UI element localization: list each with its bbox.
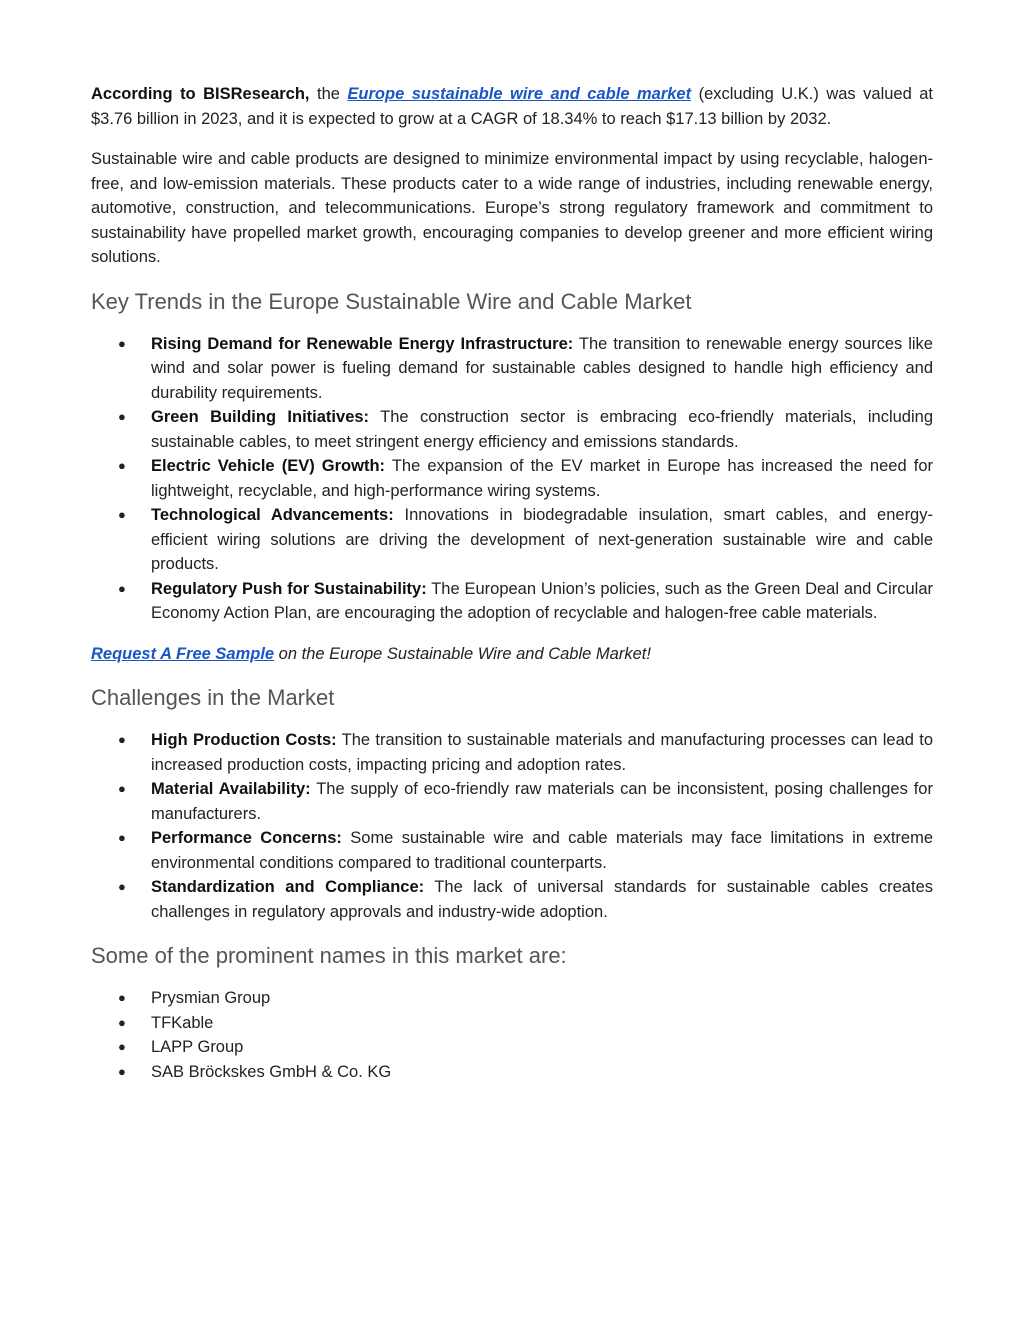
list-item: [91, 1011, 933, 1036]
company-name: Prysmian Group: [151, 989, 271, 1007]
bullet-icon: ●: [118, 1014, 126, 1030]
list-item: [91, 826, 933, 875]
item-text: The supply of eco-friendly raw materials can be inconsistent, posing challenges for manufacturers.: [151, 780, 933, 823]
list-item: [91, 1060, 933, 1085]
item-text: The European Union’s policies, such as the Green Deal and Circular Economy Action Plan, are encouraging the adoption of recyclable and halogen-free cable materials.: [151, 579, 933, 622]
bullet-icon: ●: [118, 1039, 126, 1054]
list-item: [91, 777, 933, 826]
intro-post-link: (excluding U.K.) was valued at $3.76 billion in 2023, and it is expected to grow at a CAGR of 18.34% to reach $17.13 billion by 2032.: [91, 85, 933, 128]
item-text: Some sustainable wire and cable materials may face limitations in extreme environmental conditions compared to traditional counterparts.: [151, 829, 934, 872]
intro-source: According to BISResearch,: [91, 85, 310, 103]
list-item: [91, 986, 933, 1011]
trends-heading: Key Trends in the Europe Sustainable Wire and Cable Market: [91, 288, 692, 314]
item-title: Performance Concerns:: [151, 829, 342, 847]
item-title: Rising Demand for Renewable Energy Infrastructure:: [151, 334, 574, 353]
item-text: The transition to renewable energy sources like wind and solar power is fueling demand for sustainable cables designed to handle high efficiency and durability requirements.: [151, 334, 933, 402]
challenges-heading: Challenges in the Market: [91, 685, 335, 710]
item-text: Innovations in biodegradable insulation, smart cables, and energy-efficient wiring solutions are driving the development of next-generation sustainable wire and cable products.: [151, 506, 933, 573]
list-item: [91, 405, 933, 454]
bullet-icon: ●: [118, 879, 126, 894]
item-text: The expansion of the EV market in Europe has increased the need for lightweight, recyclable, and high-performance wiring systems.: [151, 457, 933, 500]
list-item: [91, 332, 933, 406]
bullet-icon: ●: [118, 580, 126, 596]
overview-paragraph: Sustainable wire and cable products are designed to minimize environmental impact by using recyclable, halogen-free, and low-emission materials. These products cater to a wide range of industries, including renewable energy, automotive, construction, and telecommunications. Europe’s strong regulatory framework and commitment to sustainability have propelled market growth, encouraging companies to develop greener and more efficient wiring solutions.: [91, 150, 933, 266]
companies-heading: Some of the prominent names in this market are:: [91, 943, 567, 968]
list-item: [91, 875, 933, 924]
list-item: [91, 728, 933, 777]
item-title: High Production Costs:: [151, 731, 337, 749]
company-name: TFKable: [151, 1013, 214, 1032]
companies-list: [91, 986, 933, 1084]
item-text: The construction sector is embracing eco-friendly materials, including sustainable cables, to meet stringent energy efficiency and emissions standards.: [151, 408, 933, 451]
item-title: Green Building Initiatives:: [151, 408, 370, 426]
intro-pre-link: the: [309, 85, 348, 103]
company-name: SAB Bröckskes GmbH & Co. KG: [151, 1062, 392, 1081]
sample-request-text: on the Europe Sustainable Wire and Cable Market!: [274, 644, 651, 663]
bullet-icon: ●: [118, 990, 126, 1005]
bullet-icon: ●: [118, 335, 126, 351]
item-text: The lack of universal standards for sustainable cables creates challenges in regulatory approvals and industry-wide adoption.: [151, 878, 933, 921]
list-item: [91, 1035, 933, 1060]
document-page: [91, 82, 933, 1084]
bullet-icon: ●: [118, 1063, 126, 1079]
item-text: The transition to sustainable materials and manufacturing processes can lead to increased production costs, impacting pricing and adoption rates.: [151, 731, 934, 774]
list-item: [91, 503, 933, 577]
list-item: [91, 577, 933, 626]
sample-request-line: [91, 642, 933, 667]
bullet-icon: ●: [118, 409, 126, 424]
item-title: Regulatory Push for Sustainability:: [151, 579, 427, 598]
trends-list: [91, 332, 933, 626]
bullet-icon: ●: [118, 732, 126, 747]
market-report-link[interactable]: Europe sustainable wire and cable market: [347, 85, 692, 103]
company-name: LAPP Group: [151, 1038, 244, 1056]
request-sample-link[interactable]: Request A Free Sample: [91, 644, 275, 663]
bullet-icon: ●: [118, 781, 126, 796]
item-title: Standardization and Compliance:: [151, 878, 425, 896]
list-item: [91, 454, 933, 503]
item-title: Material Availability:: [151, 780, 311, 798]
intro-paragraph: [91, 82, 933, 131]
bullet-icon: ●: [118, 507, 126, 522]
item-title: Electric Vehicle (EV) Growth:: [151, 457, 386, 475]
bullet-icon: ●: [118, 458, 126, 473]
bullet-icon: ●: [118, 830, 126, 845]
challenges-list: [91, 728, 933, 924]
item-title: Technological Advancements:: [151, 506, 394, 524]
